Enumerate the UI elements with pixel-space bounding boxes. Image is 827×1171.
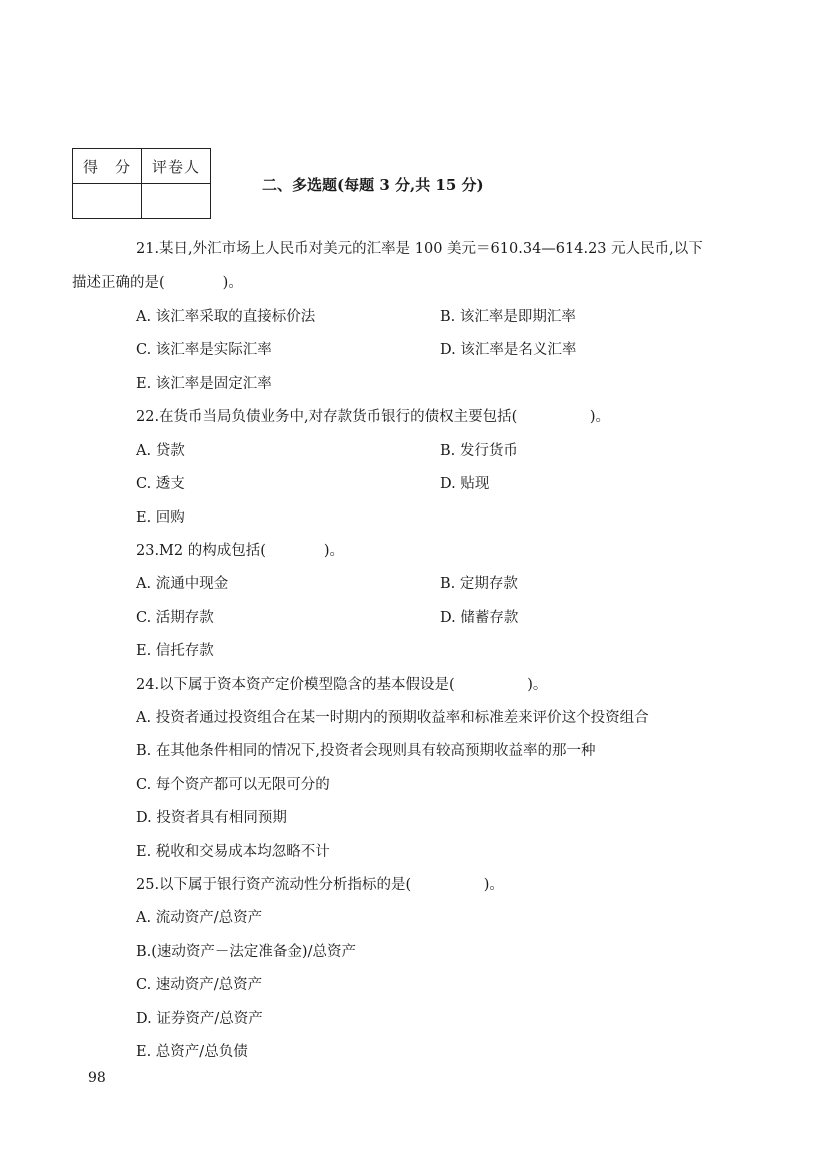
q24-stem: 24.以下属于资本资产定价模型隐含的基本假设是( )。 xyxy=(136,677,548,693)
q25-option-e: E. 总资产/总负债 xyxy=(136,1044,248,1060)
q23-option-c: C. 活期存款 xyxy=(136,610,214,626)
q21-option-b: B. 该汇率是即期汇率 xyxy=(440,309,576,325)
q25-option-a: A. 流动资产/总资产 xyxy=(136,910,263,926)
q24-option-b: B. 在其他条件相同的情况下,投资者会现则具有较高预期收益率的那一种 xyxy=(136,743,596,759)
q25-option-b: B.(速动资产－法定准备金)/总资产 xyxy=(136,944,356,960)
grader-value-cell[interactable] xyxy=(142,184,211,219)
q25-option-d: D. 证券资产/总资产 xyxy=(136,1011,263,1027)
q24-option-a: A. 投资者通过投资组合在某一时期内的预期收益率和标准差来评价这个投资组合 xyxy=(136,710,649,726)
q21-option-e: E. 该汇率是固定汇率 xyxy=(136,376,272,392)
q25-stem: 25.以下属于银行资产流动性分析指标的是( )。 xyxy=(136,877,504,893)
q23-stem: 23.M2 的构成包括( )。 xyxy=(136,543,345,559)
score-label: 得 分 xyxy=(73,149,142,184)
q23-option-d: D. 储蓄存款 xyxy=(440,610,519,626)
grader-label: 评卷人 xyxy=(142,149,211,184)
q23-option-b: B. 定期存款 xyxy=(440,576,518,592)
q22-option-b: B. 发行货币 xyxy=(440,443,518,459)
section-title: 二、多选题(每题 3 分,共 15 分) xyxy=(262,176,484,194)
q21-option-a: A. 该汇率采取的直接标价法 xyxy=(136,309,316,325)
q22-option-a: A. 贷款 xyxy=(136,443,185,459)
q22-option-c: C. 透支 xyxy=(136,476,185,492)
score-table-header-row xyxy=(73,149,211,184)
q23-option-a: A. 流通中现金 xyxy=(136,576,229,592)
q24-option-e: E. 税收和交易成本均忽略不计 xyxy=(136,844,330,860)
q24-option-c: C. 每个资产都可以无限可分的 xyxy=(136,777,330,793)
q25-option-c: C. 速动资产/总资产 xyxy=(136,977,263,993)
q21-option-d: D. 该汇率是名义汇率 xyxy=(440,342,577,358)
q22-option-e: E. 回购 xyxy=(136,510,185,526)
q22-option-d: D. 贴现 xyxy=(440,476,490,492)
page-number: 98 xyxy=(88,1070,106,1086)
q21-option-c: C. 该汇率是实际汇率 xyxy=(136,342,272,358)
q24-option-d: D. 投资者具有相同预期 xyxy=(136,810,287,826)
score-table xyxy=(72,148,211,219)
q22-stem: 22.在货币当局负债业务中,对存款货币银行的债权主要包括( )。 xyxy=(136,409,610,425)
q21-stem-line2: 描述正确的是( )。 xyxy=(72,275,243,291)
score-value-cell[interactable] xyxy=(73,184,142,219)
score-table-blank-row xyxy=(73,184,211,219)
q23-option-e: E. 信托存款 xyxy=(136,643,214,659)
q21-stem-line1: 21.某日,外汇市场上人民币对美元的汇率是 100 美元＝610.34—614.23 元人民币,以下 xyxy=(136,241,703,257)
